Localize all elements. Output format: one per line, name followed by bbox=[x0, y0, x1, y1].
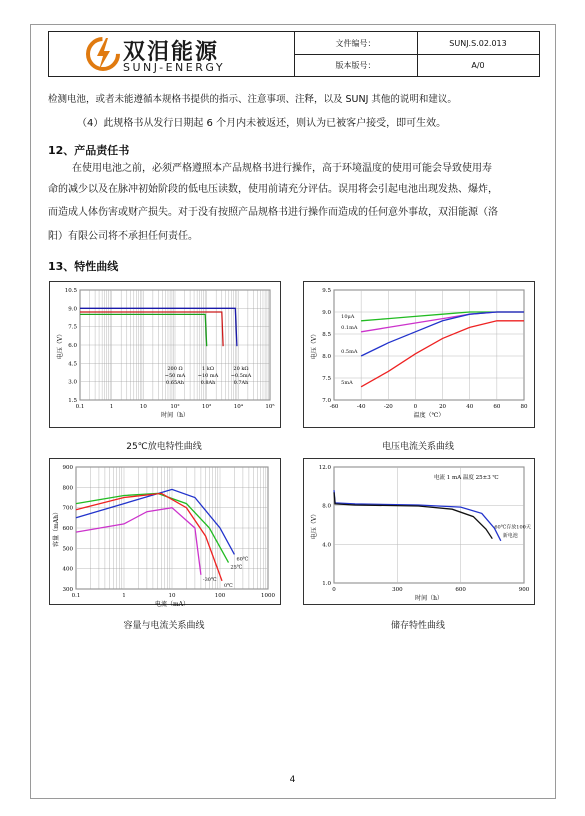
x-tick-label: 300 bbox=[392, 587, 403, 593]
company-name-en: SUNJ-ENERGY bbox=[123, 61, 226, 74]
annotation-text: 1 kΩ bbox=[202, 366, 214, 372]
annotation-text: 0.8Ah bbox=[200, 380, 216, 386]
y-tick-label: 7.5 bbox=[68, 324, 77, 331]
series-label: 5mA bbox=[341, 379, 353, 386]
series-label: 60℃ bbox=[236, 556, 249, 563]
x-tick-label: 0 bbox=[332, 587, 336, 593]
caption-storage: 储存特性曲线 bbox=[390, 621, 445, 631]
version-value: A/0 bbox=[471, 60, 485, 70]
capacity-current-chart-svg bbox=[50, 459, 280, 608]
x-tick-label: 0 bbox=[413, 404, 418, 410]
series-label: 10μA bbox=[341, 313, 355, 320]
y-tick-label: 800 bbox=[62, 485, 73, 492]
y-tick-label: 7.0 bbox=[322, 398, 331, 404]
sec12-line-2: 命的减少以及在脉冲初始阶段的低电压读数，使用前请充分评估。误用将会引起电池出现发热、爆炸， bbox=[48, 184, 498, 195]
voltage-temp-chart-svg bbox=[304, 282, 534, 427]
chart-capacity-current bbox=[49, 458, 281, 608]
y-tick-label: 700 bbox=[62, 505, 73, 512]
x-axis-label: 电流（mA） bbox=[154, 601, 190, 608]
lightning-ring-icon bbox=[83, 34, 123, 74]
y-tick-label: 7.5 bbox=[322, 376, 331, 382]
annotation-text: 电流 1 mA 温度 25±3 ℃ bbox=[434, 475, 499, 481]
document-header bbox=[48, 31, 540, 77]
annotation-text: ~10 mA bbox=[197, 373, 219, 379]
y-tick-label: 8.5 bbox=[322, 332, 331, 338]
y-tick-label: 1.0 bbox=[322, 581, 331, 587]
sec12-line-4: 阳）有限公司将不承担任何责任。 bbox=[48, 231, 198, 242]
x-tick-label: 60 bbox=[493, 404, 501, 410]
y-tick-label: 9.0 bbox=[68, 306, 77, 313]
x-tick-label: 10⁴ bbox=[233, 404, 243, 410]
storage-chart-svg bbox=[304, 459, 534, 604]
x-tick-label: -40 bbox=[356, 404, 366, 410]
doc-no-label: 文件编号： bbox=[335, 38, 376, 48]
version-label: 版本版号： bbox=[335, 60, 376, 70]
y-tick-label: 8.0 bbox=[322, 354, 331, 360]
annotation-text: ~50 mA bbox=[164, 373, 186, 379]
x-axis-label: 温度（℃） bbox=[413, 412, 445, 419]
x-tick-label: 900 bbox=[518, 587, 530, 593]
x-tick-label: 80 bbox=[520, 404, 528, 410]
series-label: 25℃ bbox=[230, 564, 243, 571]
x-axis-label: 时间（h） bbox=[161, 412, 189, 419]
x-tick-label: 20 bbox=[439, 404, 447, 410]
chart-voltage-temp bbox=[303, 281, 535, 428]
x-tick-label: -20 bbox=[383, 404, 393, 410]
y-tick-label: 600 bbox=[62, 526, 73, 532]
body-line-top: 检测电池，或者未能遵循本规格书提供的指示、注意事项、注释，以及 SUNJ 其他的说明和建议。 bbox=[48, 94, 457, 105]
x-tick-label: 1 bbox=[109, 404, 114, 410]
x-tick-label: 10² bbox=[170, 404, 180, 410]
caption-discharge: 25℃放电特性曲线 bbox=[126, 442, 202, 452]
y-tick-label: 4.0 bbox=[322, 542, 331, 549]
sec12-line-3: 而造成人体伤害或财产损失。对于没有按照产品规格书进行操作而造成的任何意外事故，双泪能源（洛 bbox=[48, 207, 498, 218]
x-tick-label: 1 bbox=[122, 593, 126, 599]
y-tick-label: 4.5 bbox=[68, 361, 77, 368]
x-tick-label: 1000 bbox=[261, 593, 275, 599]
y-axis-label: 容量（mAh） bbox=[53, 509, 60, 547]
sec12-line-1: 在使用电池之前，必须严格遵照本产品规格书进行操作，高于环境温度的使用可能会导致使用寿 bbox=[72, 163, 492, 174]
y-tick-label: 10.5 bbox=[64, 288, 77, 294]
x-tick-label: 0.1 bbox=[75, 404, 85, 410]
x-axis-label: 时间（h） bbox=[415, 595, 443, 602]
y-tick-label: 12.0 bbox=[318, 465, 331, 471]
caption-capacity-current: 容量与电流关系曲线 bbox=[123, 621, 205, 631]
x-tick-label: 10⁵ bbox=[265, 404, 275, 410]
series-label: 0℃ bbox=[223, 582, 233, 589]
y-tick-label: 900 bbox=[62, 465, 73, 471]
annotation-text: ~0.5mA bbox=[230, 373, 252, 379]
annotation-text: 0.65Ah bbox=[166, 380, 184, 386]
x-tick-label: 10 bbox=[139, 404, 147, 410]
company-name-cn: 双泪能源 bbox=[123, 39, 220, 65]
y-tick-label: 500 bbox=[62, 546, 73, 553]
series-label: -30℃ bbox=[202, 576, 217, 583]
discharge-chart-svg bbox=[50, 282, 280, 427]
series-label: 60℃存放100天 bbox=[494, 524, 531, 531]
y-axis-label: 电压（V） bbox=[311, 510, 318, 540]
x-tick-label: 100 bbox=[214, 593, 226, 599]
x-tick-label: 600 bbox=[455, 587, 466, 593]
series-label: 新电池 bbox=[502, 532, 518, 539]
y-tick-label: 9.0 bbox=[322, 310, 331, 316]
section-13-title: 13、特性曲线 bbox=[48, 260, 119, 273]
x-tick-label: 40 bbox=[466, 404, 474, 410]
y-axis-label: 电压（V） bbox=[57, 330, 64, 360]
y-tick-label: 300 bbox=[62, 587, 73, 593]
x-tick-label: 10 bbox=[168, 593, 176, 599]
caption-voltage-current: 电压电流关系曲线 bbox=[381, 442, 454, 452]
series-label: 0.1mA bbox=[341, 324, 358, 331]
series-label: 0.5mA bbox=[341, 349, 358, 355]
body-para-4: （4）此规格书从发行日期起 6 个月内未被返还，则认为已被客户接受，即可生效。 bbox=[77, 118, 447, 129]
company-logo bbox=[49, 32, 295, 76]
plot-area bbox=[334, 290, 524, 400]
annotation-text: 0.7Ah bbox=[233, 380, 249, 386]
y-tick-label: 400 bbox=[62, 566, 73, 573]
annotation-text: 200 Ω bbox=[167, 366, 183, 372]
annotation-text: 20 kΩ bbox=[233, 366, 249, 372]
x-tick-label: 0.1 bbox=[71, 593, 81, 599]
y-axis-label: 电压（V） bbox=[311, 330, 318, 360]
section-12-title: 12、产品责任书 bbox=[48, 144, 130, 157]
x-tick-label: -60 bbox=[329, 404, 339, 410]
y-tick-label: 6.0 bbox=[68, 343, 77, 349]
y-tick-label: 1.5 bbox=[68, 398, 77, 404]
y-tick-label: 9.5 bbox=[322, 288, 331, 294]
page-number: 4 bbox=[289, 775, 296, 785]
chart-storage bbox=[303, 458, 535, 605]
x-tick-label: 10³ bbox=[202, 404, 212, 410]
y-tick-label: 3.0 bbox=[68, 379, 77, 386]
chart-discharge-25c bbox=[49, 281, 281, 428]
doc-no-value: SUNJ.S.02.013 bbox=[449, 38, 507, 48]
y-tick-label: 8.0 bbox=[322, 503, 331, 510]
